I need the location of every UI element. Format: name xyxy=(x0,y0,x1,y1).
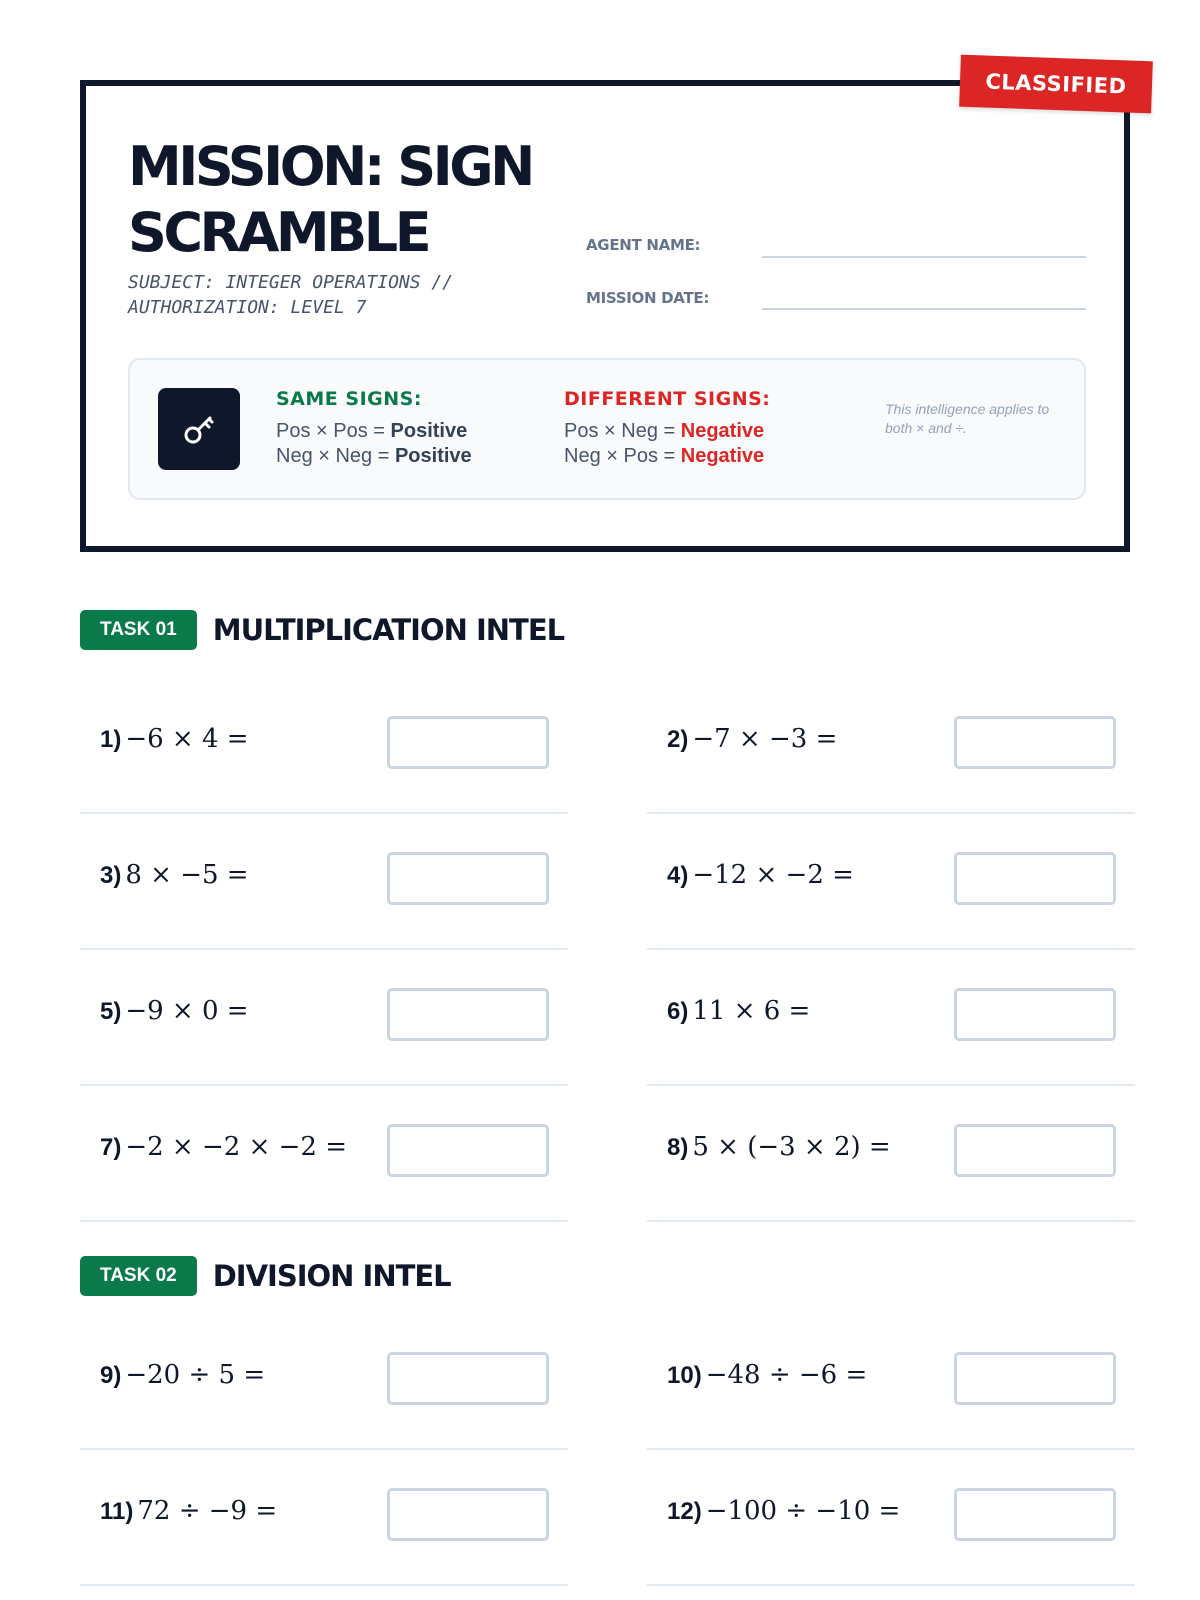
problem-number: 7) xyxy=(100,1134,122,1161)
mission-header-card xyxy=(80,80,1130,552)
problem-9 xyxy=(80,1314,568,1450)
problem-number: 5) xyxy=(100,998,122,1025)
answer-box[interactable] xyxy=(387,716,549,769)
same-signs-heading: SAME SIGNS: xyxy=(276,388,422,410)
problem-11 xyxy=(80,1450,568,1586)
answer-box[interactable] xyxy=(954,1352,1116,1405)
different-signs-rule-2: Neg × Pos = Negative xyxy=(564,445,765,467)
answer-box[interactable] xyxy=(387,988,549,1041)
problem-8 xyxy=(647,1086,1135,1222)
problem-number: 1) xyxy=(100,726,122,753)
page-title: MISSION: SIGN SCRAMBLE xyxy=(128,135,532,264)
task-01-header xyxy=(80,610,564,650)
problem-number: 11) xyxy=(100,1498,134,1525)
problem-expression: 8 × −5 = xyxy=(125,860,249,890)
problem-2 xyxy=(647,678,1135,814)
answer-box[interactable] xyxy=(954,988,1116,1041)
key-icon xyxy=(158,388,240,470)
problem-12 xyxy=(647,1450,1135,1586)
same-signs-rule-2: Neg × Neg = Positive xyxy=(276,445,472,467)
task-title: DIVISION INTEL xyxy=(212,1259,451,1293)
task-02-header xyxy=(80,1256,451,1296)
problem-4 xyxy=(647,814,1135,950)
answer-box[interactable] xyxy=(954,852,1116,905)
problem-number: 9) xyxy=(100,1362,122,1389)
problem-5 xyxy=(80,950,568,1086)
problem-number: 12) xyxy=(667,1498,702,1525)
problem-number: 6) xyxy=(667,998,689,1025)
task-badge: TASK 01 xyxy=(80,610,197,650)
problem-3 xyxy=(80,814,568,950)
task-badge: TASK 02 xyxy=(80,1256,197,1296)
problem-number: 8) xyxy=(667,1134,689,1161)
problem-expression: 11 × 6 = xyxy=(692,996,811,1026)
problem-expression: −7 × −3 = xyxy=(692,724,838,754)
problem-expression: 5 × (−3 × 2) = xyxy=(692,1132,891,1162)
mission-date-field[interactable] xyxy=(762,308,1086,310)
problem-expression: −2 × −2 × −2 = xyxy=(125,1132,348,1162)
page-subtitle: SUBJECT: INTEGER OPERATIONS // AUTHORIZATION: LEVEL 7 xyxy=(128,272,454,318)
answer-box[interactable] xyxy=(387,852,549,905)
rules-note: This intelligence applies to both × and ÷. xyxy=(885,401,1050,436)
different-signs-rule-1: Pos × Neg = Negative xyxy=(564,420,765,442)
sign-rules-box xyxy=(128,358,1086,500)
answer-box[interactable] xyxy=(387,1352,549,1405)
classified-stamp: CLASSIFIED xyxy=(959,55,1153,114)
problem-7 xyxy=(80,1086,568,1222)
answer-box[interactable] xyxy=(387,1488,549,1541)
agent-name-label: AGENT NAME: xyxy=(586,236,701,254)
answer-box[interactable] xyxy=(954,716,1116,769)
problem-1 xyxy=(80,678,568,814)
problem-6 xyxy=(647,950,1135,1086)
answer-box[interactable] xyxy=(954,1124,1116,1177)
problem-expression: −9 × 0 = xyxy=(125,996,249,1026)
same-signs-rule-1: Pos × Pos = Positive xyxy=(276,420,468,442)
problem-expression: −12 × −2 = xyxy=(692,860,854,890)
problem-10 xyxy=(647,1314,1135,1450)
problem-expression: −100 ÷ −10 = xyxy=(705,1496,901,1526)
answer-box[interactable] xyxy=(387,1124,549,1177)
problem-number: 10) xyxy=(667,1362,702,1389)
problem-expression: −20 ÷ 5 = xyxy=(125,1360,266,1390)
problem-number: 3) xyxy=(100,862,122,889)
problem-expression: −6 × 4 = xyxy=(125,724,249,754)
task-title: MULTIPLICATION INTEL xyxy=(212,613,565,647)
answer-box[interactable] xyxy=(954,1488,1116,1541)
problem-number: 2) xyxy=(667,726,689,753)
mission-date-label: MISSION DATE: xyxy=(586,289,710,307)
agent-name-field[interactable] xyxy=(762,256,1086,258)
problem-expression: 72 ÷ −9 = xyxy=(137,1496,278,1526)
different-signs-heading: DIFFERENT SIGNS: xyxy=(564,388,771,410)
problem-number: 4) xyxy=(667,862,689,889)
problem-expression: −48 ÷ −6 = xyxy=(705,1360,868,1390)
